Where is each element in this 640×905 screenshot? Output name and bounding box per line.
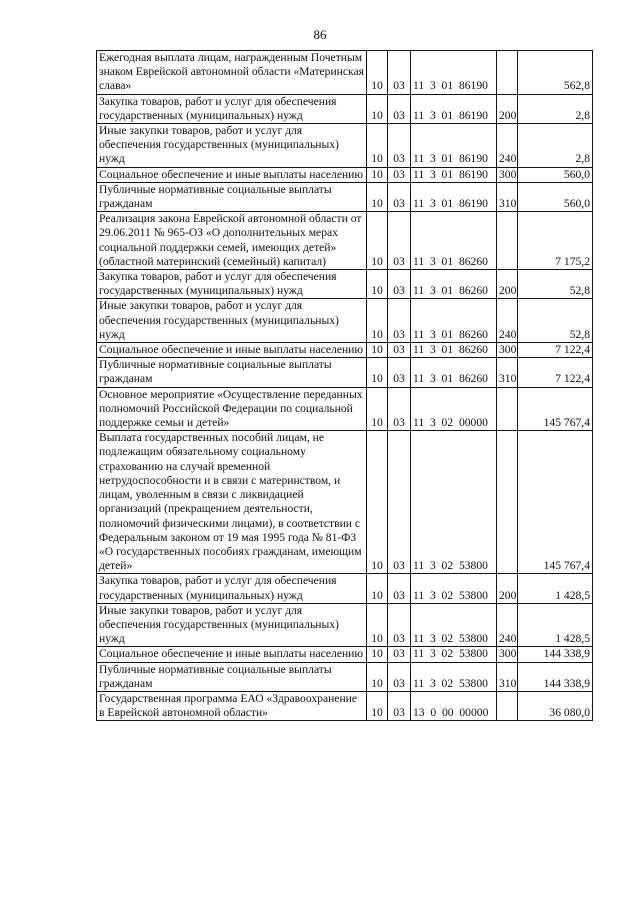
row-name-cell: Иные закупки товаров, работ и услуг для обеспечения государственных (муниципальных) нужд <box>97 299 367 343</box>
target-article-code-cell: 11 3 01 86260 <box>411 299 497 343</box>
row-name-cell: Основное мероприятие «Осуществление переданных полномочий Российской Федерации по социальной поддержке семьи и детей» <box>97 387 367 431</box>
section-code-cell: 10 <box>367 358 388 387</box>
table-row <box>97 387 593 431</box>
target-article-code-cell: 11 3 02 53800 <box>411 662 497 691</box>
table-row <box>97 343 593 358</box>
subsection-code-cell: 03 <box>388 212 411 270</box>
row-name-cell: Ежегодная выплата лицам, награжденным Почетным знаком Еврейской автономной области «Материнская слава» <box>97 51 367 95</box>
row-name-cell: Публичные нормативные социальные выплаты гражданам <box>97 182 367 211</box>
section-code-cell: 10 <box>367 603 388 647</box>
amount-cell: 144 338,9 <box>518 662 593 691</box>
amount-cell: 145 767,4 <box>518 431 593 574</box>
section-code-cell: 10 <box>367 574 388 603</box>
section-code-cell: 10 <box>367 387 388 431</box>
section-code-cell: 10 <box>367 691 388 720</box>
section-code-cell: 10 <box>367 212 388 270</box>
table-row <box>97 691 593 720</box>
expense-type-code-cell: 300 <box>497 343 518 358</box>
amount-cell: 1 428,5 <box>518 574 593 603</box>
subsection-code-cell: 03 <box>388 574 411 603</box>
amount-cell: 52,8 <box>518 270 593 299</box>
table-row <box>97 94 593 123</box>
table-row <box>97 51 593 95</box>
expense-type-code-cell <box>497 691 518 720</box>
amount-cell: 7 122,4 <box>518 343 593 358</box>
expense-type-code-cell <box>497 212 518 270</box>
table-row <box>97 431 593 574</box>
subsection-code-cell: 03 <box>388 431 411 574</box>
target-article-code-cell: 13 0 00 00000 <box>411 691 497 720</box>
target-article-code-cell: 11 3 01 86190 <box>411 167 497 182</box>
expense-type-code-cell: 240 <box>497 299 518 343</box>
row-name-cell: Публичные нормативные социальные выплаты гражданам <box>97 358 367 387</box>
subsection-code-cell: 03 <box>388 387 411 431</box>
expense-type-code-cell: 300 <box>497 647 518 662</box>
expense-type-code-cell: 200 <box>497 270 518 299</box>
subsection-code-cell: 03 <box>388 299 411 343</box>
budget-table <box>96 50 593 721</box>
subsection-code-cell: 03 <box>388 358 411 387</box>
row-name-cell: Закупка товаров, работ и услуг для обеспечения государственных (муниципальных) нужд <box>97 270 367 299</box>
amount-cell: 562,8 <box>518 51 593 95</box>
subsection-code-cell: 03 <box>388 343 411 358</box>
subsection-code-cell: 03 <box>388 124 411 168</box>
subsection-code-cell: 03 <box>388 662 411 691</box>
target-article-code-cell: 11 3 01 86190 <box>411 51 497 95</box>
expense-type-code-cell: 300 <box>497 167 518 182</box>
row-name-cell: Публичные нормативные социальные выплаты гражданам <box>97 662 367 691</box>
subsection-code-cell: 03 <box>388 94 411 123</box>
table-row <box>97 647 593 662</box>
row-name-cell: Государственная программа ЕАО «Здравоохранение в Еврейской автономной области» <box>97 691 367 720</box>
row-name-cell: Выплата государственных пособий лицам, не подлежащим обязательному социальному страхованию на случай временной нетрудоспособности и в связи с материнством, и лицам, уволенным в связи с ликвидацией организаций (прекращением деятельности, полномочий физическими лицами), в соответствии с Федеральным законом от 19 мая 1995 года № 81-ФЗ «О государственных пособиях гражданам, имеющим детей» <box>97 431 367 574</box>
page-number: 86 <box>313 27 327 42</box>
section-code-cell: 10 <box>367 431 388 574</box>
expense-type-code-cell: 200 <box>497 574 518 603</box>
target-article-code-cell: 11 3 01 86260 <box>411 343 497 358</box>
expense-type-code-cell <box>497 431 518 574</box>
target-article-code-cell: 11 3 02 53800 <box>411 431 497 574</box>
subsection-code-cell: 03 <box>388 51 411 95</box>
amount-cell: 36 080,0 <box>518 691 593 720</box>
subsection-code-cell: 03 <box>388 603 411 647</box>
table-row <box>97 299 593 343</box>
subsection-code-cell: 03 <box>388 182 411 211</box>
row-name-cell: Социальное обеспечение и иные выплаты населению <box>97 343 367 358</box>
table-row <box>97 182 593 211</box>
row-name-cell: Социальное обеспечение и иные выплаты населению <box>97 647 367 662</box>
row-name-cell: Иные закупки товаров, работ и услуг для обеспечения государственных (муниципальных) нужд <box>97 124 367 168</box>
amount-cell: 7 175,2 <box>518 212 593 270</box>
row-name-cell: Иные закупки товаров, работ и услуг для обеспечения государственных (муниципальных) нужд <box>97 603 367 647</box>
subsection-code-cell: 03 <box>388 167 411 182</box>
expense-type-code-cell: 240 <box>497 124 518 168</box>
section-code-cell: 10 <box>367 182 388 211</box>
target-article-code-cell: 11 3 02 53800 <box>411 603 497 647</box>
amount-cell: 52,8 <box>518 299 593 343</box>
row-name-cell: Реализация закона Еврейской автономной области от 29.06.2011 № 965-ОЗ «О дополнительных мерах социальной поддержки семей, имеющих детей» (областной материнский (семейный) капитал) <box>97 212 367 270</box>
section-code-cell: 10 <box>367 662 388 691</box>
expense-type-code-cell: 310 <box>497 358 518 387</box>
expense-type-code-cell: 240 <box>497 603 518 647</box>
amount-cell: 2,8 <box>518 94 593 123</box>
target-article-code-cell: 11 3 01 86190 <box>411 182 497 211</box>
expense-type-code-cell: 310 <box>497 182 518 211</box>
budget-table-body <box>97 51 593 721</box>
amount-cell: 560,0 <box>518 182 593 211</box>
section-code-cell: 10 <box>367 299 388 343</box>
target-article-code-cell: 11 3 01 86260 <box>411 358 497 387</box>
section-code-cell: 10 <box>367 167 388 182</box>
section-code-cell: 10 <box>367 94 388 123</box>
table-row <box>97 358 593 387</box>
table-row <box>97 270 593 299</box>
row-name-cell: Закупка товаров, работ и услуг для обеспечения государственных (муниципальных) нужд <box>97 574 367 603</box>
subsection-code-cell: 03 <box>388 691 411 720</box>
section-code-cell: 10 <box>367 647 388 662</box>
subsection-code-cell: 03 <box>388 647 411 662</box>
table-row <box>97 603 593 647</box>
target-article-code-cell: 11 3 02 53800 <box>411 647 497 662</box>
table-row <box>97 124 593 168</box>
amount-cell: 145 767,4 <box>518 387 593 431</box>
expense-type-code-cell: 200 <box>497 94 518 123</box>
target-article-code-cell: 11 3 01 86260 <box>411 270 497 299</box>
expense-type-code-cell <box>497 51 518 95</box>
table-row <box>97 574 593 603</box>
subsection-code-cell: 03 <box>388 270 411 299</box>
target-article-code-cell: 11 3 02 00000 <box>411 387 497 431</box>
target-article-code-cell: 11 3 01 86190 <box>411 124 497 168</box>
amount-cell: 7 122,4 <box>518 358 593 387</box>
amount-cell: 2,8 <box>518 124 593 168</box>
expense-type-code-cell <box>497 387 518 431</box>
target-article-code-cell: 11 3 01 86190 <box>411 94 497 123</box>
table-row <box>97 662 593 691</box>
row-name-cell: Закупка товаров, работ и услуг для обеспечения государственных (муниципальных) нужд <box>97 94 367 123</box>
target-article-code-cell: 11 3 02 53800 <box>411 574 497 603</box>
expense-type-code-cell: 310 <box>497 662 518 691</box>
section-code-cell: 10 <box>367 51 388 95</box>
amount-cell: 1 428,5 <box>518 603 593 647</box>
row-name-cell: Социальное обеспечение и иные выплаты населению <box>97 167 367 182</box>
section-code-cell: 10 <box>367 343 388 358</box>
target-article-code-cell: 11 3 01 86260 <box>411 212 497 270</box>
section-code-cell: 10 <box>367 270 388 299</box>
amount-cell: 560,0 <box>518 167 593 182</box>
table-row <box>97 167 593 182</box>
table-row <box>97 212 593 270</box>
amount-cell: 144 338,9 <box>518 647 593 662</box>
section-code-cell: 10 <box>367 124 388 168</box>
